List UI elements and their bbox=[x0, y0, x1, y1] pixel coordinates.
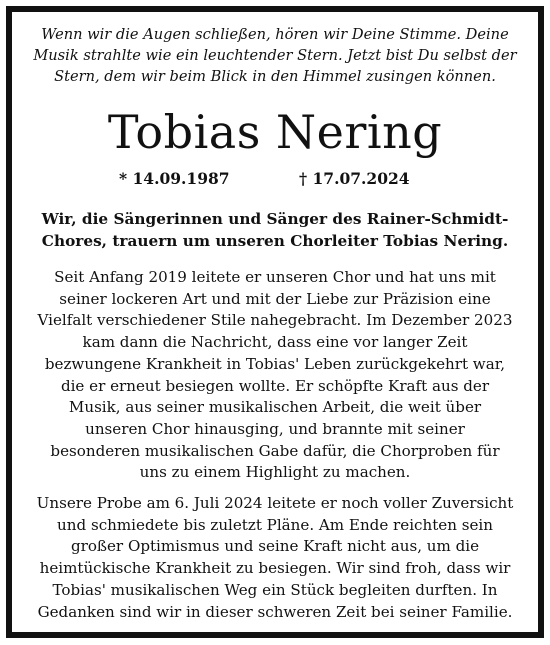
motto-line: Musik strahlte wie ein leuchtender Stern. Jetzt bist Du selbst der bbox=[33, 47, 517, 64]
birth-date: * 14.09.1987 bbox=[119, 169, 230, 188]
headline-line: Wir, die Sängerinnen und Sänger des Rainer-Schmidt- bbox=[41, 210, 509, 228]
paragraph-line: kam dann die Nachricht, dass eine vor langer Zeit bbox=[82, 333, 468, 352]
obituary-content bbox=[12, 12, 538, 632]
paragraph-line: besonderen musikalischen Gabe dafür, die Chorproben für bbox=[50, 441, 500, 460]
motto-line: Stern, dem wir beim Blick in den Himmel zusingen können. bbox=[54, 68, 496, 85]
paragraph-line: bezwungene Krankheit in Tobias' Leben zurückgekehrt war, bbox=[44, 354, 506, 373]
paragraph-line: großer Optimismus und seine Kraft nicht aus, um die bbox=[70, 537, 480, 556]
deceased-name: Tobias Nering bbox=[107, 105, 443, 159]
mourning-headline bbox=[12, 208, 538, 252]
paragraph-line: Unsere Probe am 6. Juli 2024 leitete er noch voller Zuversicht bbox=[36, 494, 514, 512]
tribute-paragraph-2 bbox=[12, 493, 538, 623]
paragraph-line: seiner lockeren Art und mit der Liebe zur Präzision eine bbox=[59, 289, 491, 308]
death-date: † 17.07.2024 bbox=[299, 169, 410, 188]
tribute-paragraph-1 bbox=[12, 267, 538, 484]
paragraph-line: Vielfalt verschiedener Stile nahegebracht. Im Dezember 2023 bbox=[37, 311, 513, 330]
headline-line: Chores, trauern um unseren Chorleiter Tobias Nering. bbox=[41, 232, 509, 250]
paragraph-line: und schmiedete bis zuletzt Pläne. Am Ende reichten sein bbox=[57, 515, 493, 534]
paragraph-line: Seit Anfang 2019 leitete er unseren Chor und hat uns mit bbox=[54, 268, 496, 286]
motto-line: Wenn wir die Augen schließen, hören wir Deine Stimme. Deine bbox=[41, 26, 509, 43]
paragraph-line: die er erneut besiegen wollte. Er schöpfte Kraft aus der bbox=[60, 376, 490, 395]
motto-verse bbox=[12, 24, 538, 87]
paragraph-line: unseren Chor hinausging, und brannte mit seiner bbox=[85, 419, 465, 438]
paragraph-line: Musik, aus seiner musikalischen Arbeit, die weit über bbox=[68, 398, 482, 417]
paragraph-line: heimtückische Krankheit zu besiegen. Wir sind froh, dass wir bbox=[39, 559, 511, 578]
obituary-frame bbox=[6, 6, 544, 638]
paragraph-line: Gedanken sind wir in dieser schweren Zeit bei seiner Familie. bbox=[37, 602, 513, 621]
paragraph-line: Tobias' musikalischen Weg ein Stück begleiten durften. In bbox=[52, 580, 498, 599]
paragraph-line: uns zu einem Highlight zu machen. bbox=[139, 463, 411, 482]
